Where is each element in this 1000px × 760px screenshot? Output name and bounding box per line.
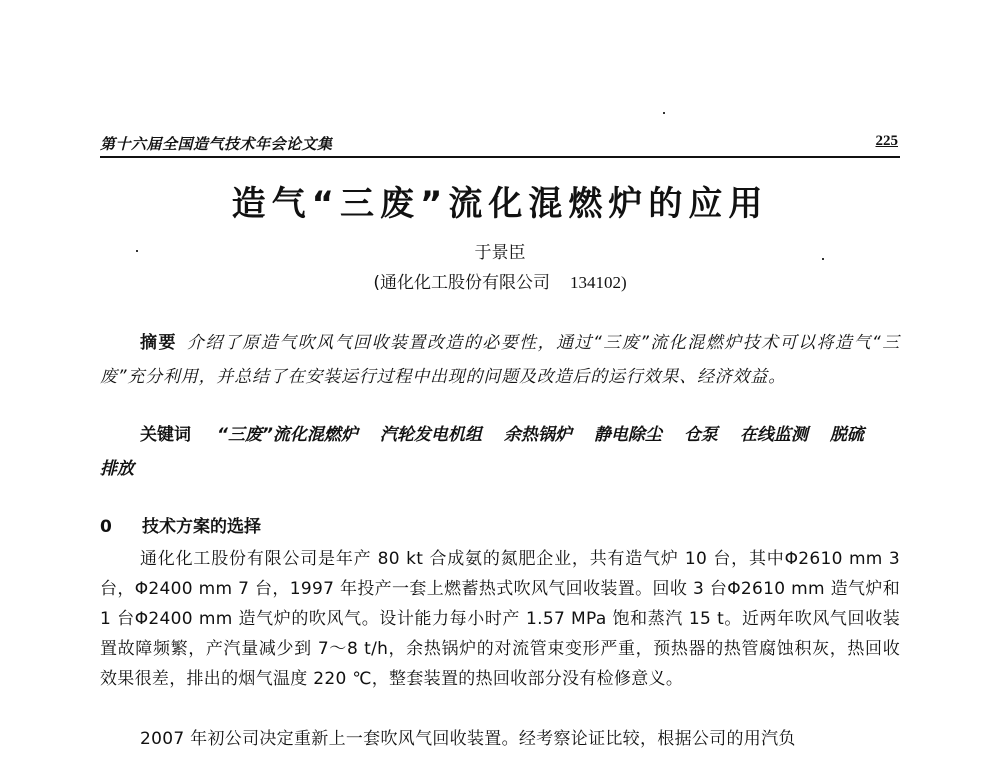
body-paragraph: 通化化工股份有限公司是年产 80 kt 合成氨的氮肥企业，共有造气炉 10 台，其中Φ2610 mm 3 台，Φ2400 mm 7 台，1997 年投产一套上燃蓄热式吹风气回收装置。回收 3 台Φ2610 mm 造气炉和 1 台Φ2400 mm 造气炉的吹风气。设计能力每小时产 1.57 MPa 饱和蒸汽 15 t。近两年吹风气回收装置故障频繁，产汽量减少到 7～8 t/h，余热锅炉的对流管束变形严重，预热器的热管腐蚀积灰，热回收效果很差，排出的烟气温度 220 ℃，整套装置的热回收部分没有检修意义。 (100, 549, 900, 689)
keyword: 余热锅炉 (503, 425, 572, 445)
abstract (100, 326, 900, 394)
keyword: 脱硫 (829, 425, 864, 445)
keyword: 仓泵 (683, 425, 718, 445)
journal-title: 第十六届全国造气技术年会论文集 (100, 135, 333, 153)
scan-speck (663, 112, 665, 114)
running-header (100, 130, 900, 158)
keywords-label: 关键词 (140, 425, 191, 445)
body-paragraph: 2007 年初公司决定重新上一套吹风气回收装置。经考察论证比较，根据公司的用汽负 (140, 729, 796, 749)
section-number: 0 (100, 517, 112, 537)
abstract-label: 摘要 (140, 333, 177, 353)
paper-title: 造气“三废”流化混燃炉的应用 (231, 184, 769, 224)
affiliation-name: (通化化工股份有限公司 (373, 273, 550, 293)
postal-code: 134102) (569, 273, 627, 292)
keyword: 在线监测 (739, 425, 808, 445)
section-title: 技术方案的选择 (142, 517, 261, 537)
keyword: 静电除尘 (593, 425, 662, 445)
keywords (100, 418, 900, 486)
keyword: 汽轮发电机组 (379, 425, 482, 445)
author-name: 于景臣 (474, 243, 526, 263)
abstract-text: 介绍了原造气吹风气回收装置改造的必要性，通过“三废”流化混燃炉技术可以将造气“三废”充分利用，并总结了在安装运行过程中出现的问题及改造后的运行效果、经济效益。 (100, 333, 900, 387)
page-number: 225 (875, 133, 898, 149)
keyword: 排放 (100, 459, 134, 479)
section-heading (100, 512, 261, 537)
keyword: “三废”流化混燃炉 (217, 425, 358, 445)
affiliation (100, 268, 900, 293)
